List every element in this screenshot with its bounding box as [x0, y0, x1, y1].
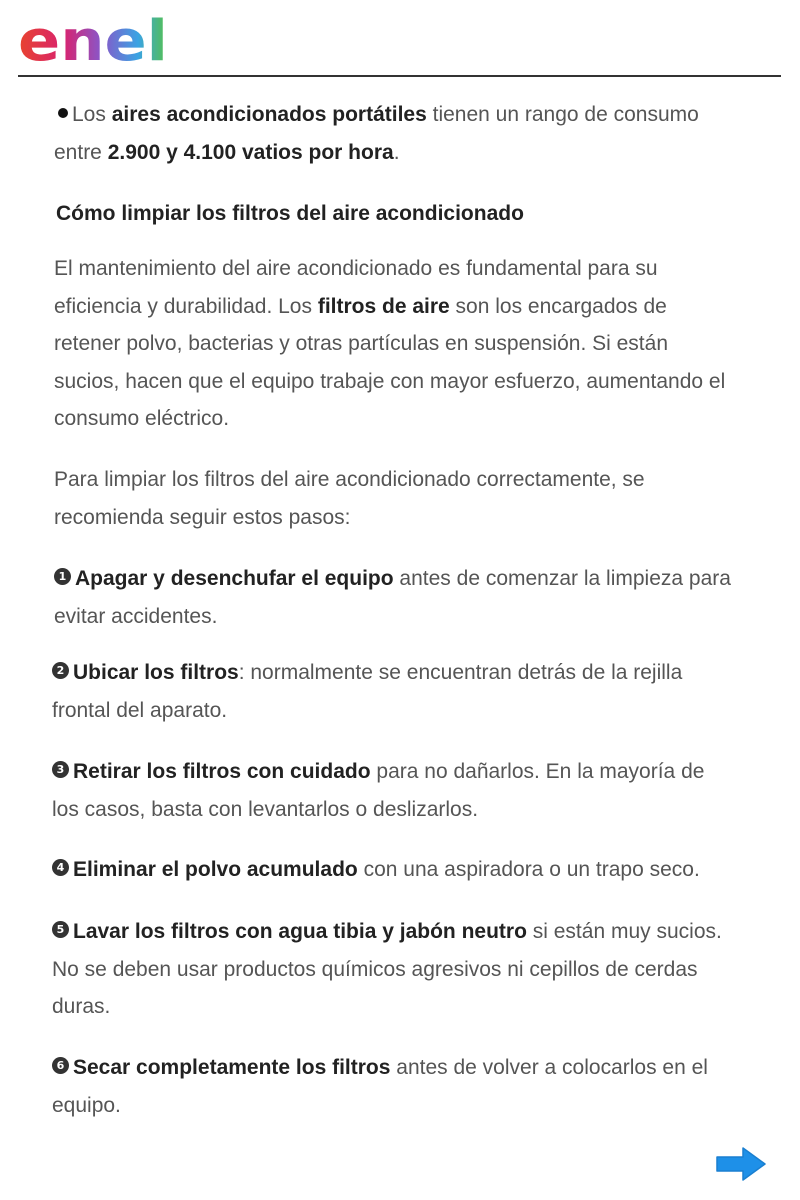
number-1-icon: 1 — [54, 568, 71, 585]
step-6: 6 Secar completamente los filtros antes de volver a colocarlos en el equipo. — [52, 1056, 708, 1117]
logo-text: enel — [18, 9, 168, 68]
paragraph-2: Para limpiar los filtros del aire acondicionado correctamente, se recomienda seguir estos pasos: — [54, 468, 645, 529]
section-title: Cómo limpiar los filtros del aire acondicionado — [56, 202, 524, 225]
step-2: 2 Ubicar los filtros: normalmente se encuentran detrás de la rejilla frontal del aparato. — [52, 661, 683, 722]
bullet-icon — [58, 108, 68, 118]
step-4: 4 Eliminar el polvo acumulado con una aspiradora o un trapo seco. — [52, 851, 732, 889]
step-3: 3 Retirar los filtros con cuidado para no dañarlos. En la mayoría de los casos, basta con levantarlos o deslizarlos. — [52, 760, 705, 821]
paragraph-1: El mantenimiento del aire acondicionado es fundamental para su eficiencia y durabilidad. Los filtros de aire son los encargados de retener polvo, bacterias y otras partículas en suspensión. Si están sucios, hacen que el equipo trabaje con mayor esfuerzo, aumentando el consumo eléctrico. — [54, 257, 726, 430]
intro-bullet: Los aires acondicionados portátiles tienen un rango de consumo entre 2.900 y 4.100 vatios por hora. — [54, 103, 699, 164]
next-arrow-icon[interactable] — [715, 1146, 767, 1182]
enel-logo[interactable] — [18, 8, 178, 68]
number-2-icon: 2 — [52, 662, 69, 679]
number-5-icon: 5 — [52, 921, 69, 938]
number-3-icon: 3 — [52, 761, 69, 778]
number-4-icon: 4 — [52, 859, 69, 876]
step-5: 5 Lavar los filtros con agua tibia y jabón neutro si están muy sucios. No se deben usar productos químicos agresivos ni cepillos de cerdas duras. — [52, 920, 722, 1018]
page-header — [18, 0, 781, 77]
number-6-icon: 6 — [52, 1057, 69, 1074]
step-1: 1 Apagar y desenchufar el equipo antes de comenzar la limpieza para evitar accidentes. — [54, 567, 731, 628]
